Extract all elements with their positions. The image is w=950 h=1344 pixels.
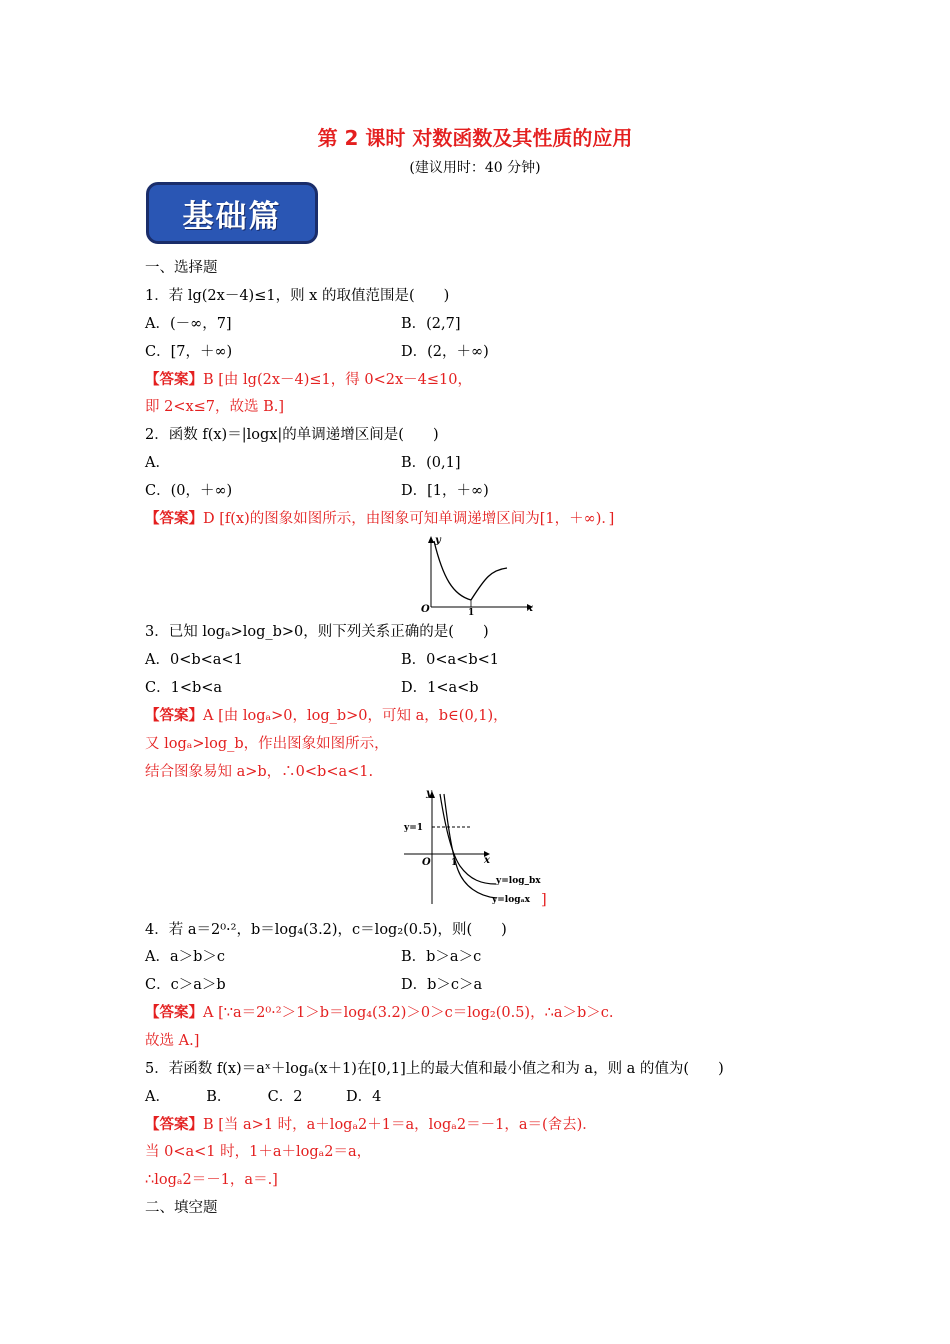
q3-option-d: D．1<a<b	[401, 680, 479, 696]
q2-answer-line1: D [f(x)的图象如图所示，由图象可知单调递增区间为[1，＋∞)．]	[203, 511, 615, 527]
q3-answer-line3: 结合图象易知 a>b，∴0<b<a<1.	[145, 764, 374, 780]
answer-tag: 【答案】	[145, 371, 203, 388]
q3-answer	[145, 706, 508, 726]
x-label: x	[484, 855, 490, 866]
q4-option-a: A．a＞b＞c	[145, 949, 226, 965]
q1-option-d: D．(2，＋∞)	[401, 344, 489, 360]
q1-option-c: C．[7，＋∞)	[145, 344, 233, 360]
q5-answer-line2: 当 0<a<1 时，1＋a＋logₐ2＝a，	[145, 1144, 372, 1160]
curve-log-a	[444, 794, 496, 898]
q4-option-b: B．b＞a＞c	[401, 949, 482, 965]
section-banner	[146, 182, 318, 244]
answer-tag: 【答案】	[145, 1116, 203, 1133]
banner-label: 基础篇	[182, 198, 282, 235]
q1-option-a: A．(－∞，7]	[145, 316, 232, 332]
q4-answer-line2: 故选 A.]	[145, 1033, 200, 1049]
q5-stem: 5．若函数 f(x)＝aˣ＋logₐ(x＋1)在[0,1]上的最大值和最小值之和为 a，则 a 的值为( )	[145, 1061, 724, 1077]
y-equals-one-label: y=1	[404, 823, 424, 833]
answer-tag: 【答案】	[145, 707, 203, 724]
q2-answer	[145, 509, 614, 529]
q2-option-c: C．(0，＋∞)	[145, 483, 233, 499]
q1-answer-line1: B [由 lg(2x－4)≤1，得 0<2x－4≤10，	[203, 372, 472, 388]
q4-stem: 4．若 a＝2⁰·²，b＝log₄(3.2)，c＝log₂(0.5)，则( )	[145, 922, 507, 938]
q4-option-d: D．b＞c＞a	[401, 977, 483, 993]
page-title: 第 2 课时 对数函数及其性质的应用	[317, 126, 633, 150]
q3-answer-line2: 又 logₐ>log_b，作出图象如图所示，	[145, 736, 389, 752]
origin-label: O	[422, 857, 431, 868]
q3-option-b: B．0<a<b<1	[401, 652, 499, 668]
x-label: x	[527, 603, 533, 614]
one-label: 1	[468, 608, 475, 615]
origin-label: O	[421, 604, 430, 615]
q2-option-a: A．	[145, 455, 170, 471]
q5-answer-line3: ∴logₐ2＝－1，a＝.]	[145, 1172, 278, 1188]
abs-log-graph	[415, 533, 535, 615]
answer-tag: 【答案】	[145, 1004, 203, 1021]
q2-option-d: D．[1，＋∞)	[401, 483, 489, 499]
section-heading-choice: 一、选择题	[145, 260, 218, 276]
answer-tag: 【答案】	[145, 510, 203, 527]
time-suggestion: (建议用时：40 分钟)	[409, 160, 541, 176]
q5-answer	[145, 1115, 597, 1135]
y-label: y	[435, 535, 441, 546]
q5-options: A． B． C．2 D．4	[145, 1089, 382, 1105]
q4-option-c: C．c＞a＞b	[145, 977, 226, 993]
q2-option-b: B．(0,1]	[401, 455, 461, 471]
log-compare-graph	[400, 786, 548, 908]
q4-answer	[145, 1003, 613, 1023]
q4-answer-line1: A [∵a＝2⁰·²＞1＞b＝log₄(3.2)＞0＞c＝log₂(0.5)，∴a＞b＞c.	[203, 1005, 614, 1021]
q1-answer-line2: 即 2<x≤7，故选 B.]	[145, 399, 285, 415]
q3-option-a: A．0<b<a<1	[145, 652, 243, 668]
q1-answer	[145, 370, 472, 390]
y-axis-arrow	[428, 536, 434, 543]
log-b-label: y=log_bx	[496, 876, 541, 886]
curve-left	[434, 541, 471, 600]
q1-stem: 1．若 lg(2x－4)≤1，则 x 的取值范围是( )	[145, 288, 450, 304]
one-label: 1	[451, 858, 458, 868]
q1-option-b: B．(2,7]	[401, 316, 461, 332]
curve-right	[471, 568, 507, 600]
q3-stem: 3．已知 logₐ>log_b>0，则下列关系正确的是( )	[145, 624, 489, 640]
q5-answer-line1: B [当 a>1 时，a＋logₐ2＋1＝a，logₐ2＝－1，a＝(舍去)．	[203, 1117, 597, 1133]
q2-stem: 2．函数 f(x)＝|logx|的单调递增区间是( )	[145, 427, 439, 443]
q3-option-c: C．1<b<a	[145, 680, 223, 696]
curve-log-b	[440, 794, 496, 884]
y-label: y	[426, 788, 432, 799]
q3-answer-line1: A [由 logₐ>0，log_b>0，可知 a，b∈(0,1)，	[203, 708, 508, 724]
q3-answer-close: ]	[541, 892, 547, 908]
log-a-label: y=logₐx	[492, 895, 531, 905]
section-heading-fill: 二、填空题	[145, 1200, 218, 1216]
